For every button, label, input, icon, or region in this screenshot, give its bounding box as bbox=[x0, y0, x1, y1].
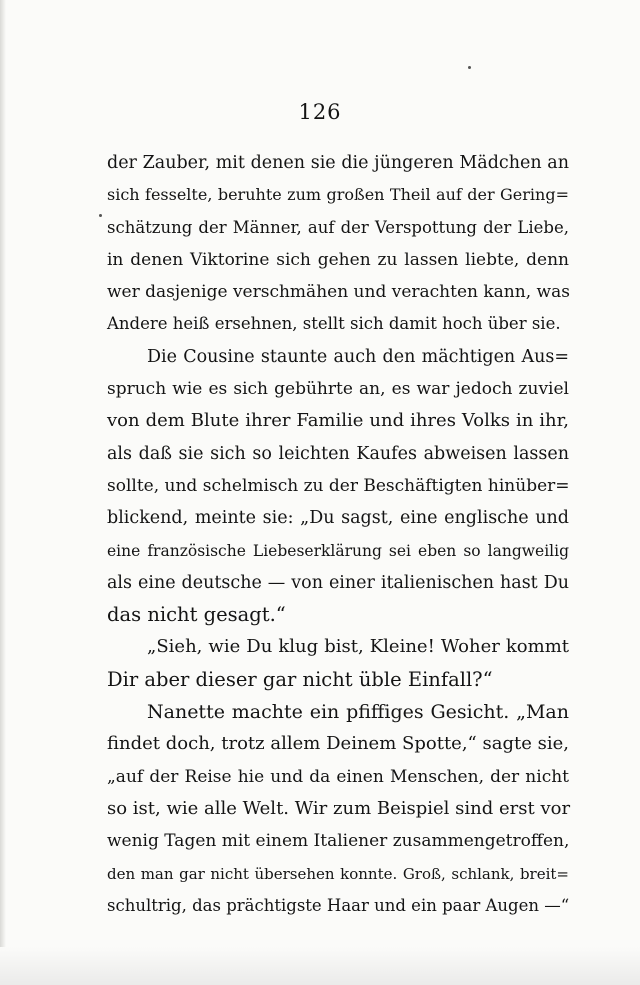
text-line: spruch wie es sich gebührte an, es war jedoch zuviel bbox=[107, 379, 569, 400]
body-text bbox=[107, 147, 569, 922]
text-line: der Zauber, mit denen sie die jüngeren Mädchen an bbox=[107, 153, 569, 173]
text-line: „Sieh, wie Du klug bist, Kleine! Woher kommt bbox=[147, 636, 569, 658]
text-line: wenig Tagen mit einem Italiener zusammengetroffen, bbox=[107, 831, 570, 852]
scan-edge-bottom bbox=[0, 947, 640, 985]
text-line: schultrig, das prächtigste Haar und ein paar Augen —“ bbox=[107, 895, 570, 915]
text-line: blickend, meinte sie: „Du sagst, eine englische und bbox=[107, 508, 569, 529]
text-line: das nicht gesagt.“ bbox=[107, 603, 286, 627]
text-line: Dir aber dieser gar nicht üble Einfall?“ bbox=[107, 667, 493, 691]
text-line: von dem Blute ihrer Familie und ihres Volks in ihr, bbox=[107, 410, 569, 432]
text-line: als eine deutsche — von einer italienischen hast Du bbox=[107, 572, 569, 593]
scan-speck bbox=[99, 214, 102, 217]
text-line: eine französische Liebeserklärung sei eben so langweilig bbox=[107, 541, 569, 560]
text-line: Die Cousine staunte auch den mächtigen Aus= bbox=[147, 346, 569, 367]
text-line: Andere heiß ersehnen, stellt sich damit hoch über sie. bbox=[107, 314, 561, 334]
text-line: in denen Viktorine sich gehen zu lassen liebte, denn bbox=[107, 249, 569, 270]
scan-speck bbox=[468, 66, 471, 69]
page-number: 126 bbox=[298, 100, 342, 124]
text-line: „auf der Reise hie und da einen Menschen, der nicht bbox=[107, 766, 569, 787]
text-line: findet doch, trotz allem Deinem Spotte,“ sagte sie, bbox=[107, 733, 569, 755]
text-line: Nanette machte ein pfiffiges Gesicht. „Man bbox=[147, 701, 569, 724]
text-line: den man gar nicht übersehen konnte. Groß, schlank, breit= bbox=[107, 864, 569, 883]
text-line: sich fesselte, beruhte zum großen Theil auf der Gering= bbox=[107, 185, 569, 205]
text-line: so ist, wie alle Welt. Wir zum Beispiel sind erst vor bbox=[107, 797, 571, 819]
text-line: sollte, und schelmisch zu der Beschäftigten hinüber= bbox=[107, 475, 570, 496]
text-line: wer dasjenige verschmähen und verachten kann, was bbox=[107, 282, 570, 303]
text-line: schätzung der Männer, auf der Verspottung der Liebe, bbox=[107, 217, 569, 237]
scan-edge-left bbox=[0, 0, 6, 985]
text-line: als daß sie sich so leichten Kaufes abweisen lassen bbox=[107, 443, 569, 464]
